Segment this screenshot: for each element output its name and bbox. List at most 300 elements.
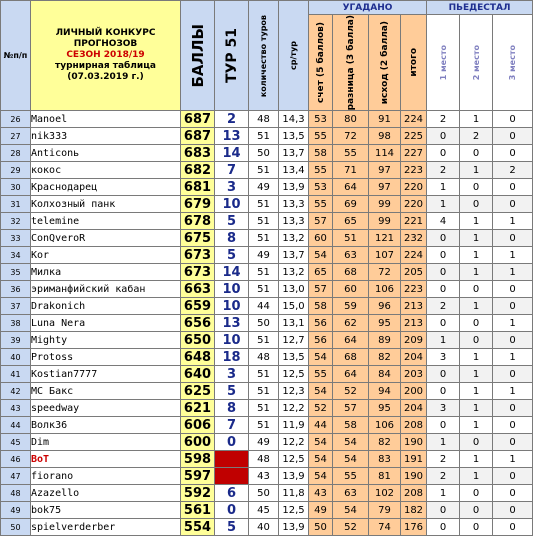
score-cell: 598 — [181, 451, 215, 468]
total-cell: 213 — [401, 298, 427, 315]
place-1-cell: 0 — [427, 264, 460, 281]
tours-count-cell: 51 — [249, 264, 279, 281]
row-num: 35 — [1, 264, 31, 281]
table-row[interactable] — [1, 315, 533, 332]
table-row[interactable] — [1, 196, 533, 213]
tour-cell: 0 — [215, 502, 249, 519]
row-num: 37 — [1, 298, 31, 315]
player-name: Kostian7777 — [31, 366, 181, 383]
total-cell: 232 — [401, 230, 427, 247]
score-cell: 679 — [181, 196, 215, 213]
tour-cell — [215, 451, 249, 468]
total-cell: 205 — [401, 264, 427, 281]
exact-cell: 43 — [309, 485, 333, 502]
outcome-cell: 91 — [369, 111, 401, 128]
title-date: (07.03.2019 г.) — [67, 72, 144, 83]
header-exact[interactable]: счет (5 баллов) — [309, 15, 333, 111]
row-num: 28 — [1, 145, 31, 162]
place-3-cell: 0 — [493, 332, 533, 349]
title-line-2: ПРОГНОЗОВ — [73, 39, 138, 50]
table-row[interactable] — [1, 145, 533, 162]
diff-cell: 64 — [333, 179, 369, 196]
place-1-cell: 0 — [427, 417, 460, 434]
tour-cell: 7 — [215, 162, 249, 179]
score-cell: 673 — [181, 264, 215, 281]
place-3-cell: 0 — [493, 366, 533, 383]
exact-cell: 54 — [309, 349, 333, 366]
tours-count-cell: 51 — [249, 400, 279, 417]
avg-cell: 13,2 — [279, 264, 309, 281]
diff-cell: 80 — [333, 111, 369, 128]
exact-cell: 55 — [309, 162, 333, 179]
header-place-1[interactable]: 1 место — [427, 15, 460, 111]
player-name: Protoss — [31, 349, 181, 366]
tour-cell: 10 — [215, 281, 249, 298]
header-tour[interactable]: ТУР 51 — [215, 1, 249, 111]
total-cell: 208 — [401, 485, 427, 502]
table-row[interactable] — [1, 349, 533, 366]
place-3-cell: 1 — [493, 247, 533, 264]
place-2-cell: 0 — [460, 281, 493, 298]
exact-cell: 44 — [309, 417, 333, 434]
page-title — [31, 1, 181, 111]
table-row[interactable] — [1, 366, 533, 383]
tours-count-cell: 51 — [249, 128, 279, 145]
header-outcome[interactable]: исход (2 балла) — [369, 15, 401, 111]
table-row[interactable] — [1, 502, 533, 519]
total-cell: 182 — [401, 502, 427, 519]
tours-count-cell: 43 — [249, 468, 279, 485]
place-2-cell: 1 — [460, 264, 493, 281]
table-row[interactable] — [1, 179, 533, 196]
player-name: эриманфийский кабан — [31, 281, 181, 298]
outcome-cell: 97 — [369, 179, 401, 196]
diff-cell: 52 — [333, 519, 369, 536]
table-row[interactable] — [1, 281, 533, 298]
exact-cell: 49 — [309, 502, 333, 519]
tour-cell: 5 — [215, 213, 249, 230]
diff-cell: 69 — [333, 196, 369, 213]
table-row[interactable] — [1, 451, 533, 468]
tour-cell: 3 — [215, 179, 249, 196]
row-num: 40 — [1, 349, 31, 366]
tours-count-cell: 40 — [249, 519, 279, 536]
place-2-cell: 0 — [460, 332, 493, 349]
place-2-cell: 1 — [460, 383, 493, 400]
place-1-cell: 0 — [427, 383, 460, 400]
avg-cell: 13,2 — [279, 230, 309, 247]
score-cell: 687 — [181, 111, 215, 128]
exact-cell: 54 — [309, 247, 333, 264]
player-name: fiorano — [31, 468, 181, 485]
place-1-cell: 0 — [427, 230, 460, 247]
table-row[interactable] — [1, 400, 533, 417]
place-1-cell: 2 — [427, 162, 460, 179]
tour-cell: 13 — [215, 315, 249, 332]
player-name: Dim — [31, 434, 181, 451]
tours-count-cell: 49 — [249, 179, 279, 196]
tours-count-cell: 45 — [249, 502, 279, 519]
exact-cell: 55 — [309, 196, 333, 213]
tour-cell: 5 — [215, 383, 249, 400]
table-row[interactable] — [1, 417, 533, 434]
exact-cell: 57 — [309, 213, 333, 230]
total-cell: 225 — [401, 128, 427, 145]
header-place-3[interactable]: 3 место — [493, 15, 533, 111]
tours-count-cell: 49 — [249, 434, 279, 451]
score-cell: 621 — [181, 400, 215, 417]
table-row[interactable] — [1, 230, 533, 247]
exact-cell: 56 — [309, 315, 333, 332]
header-guessed-group: УГАДАНО — [309, 1, 427, 15]
outcome-cell: 83 — [369, 451, 401, 468]
place-1-cell: 0 — [427, 247, 460, 264]
place-2-cell: 1 — [460, 451, 493, 468]
total-cell: 213 — [401, 315, 427, 332]
header-tours-count[interactable]: количество туров — [249, 1, 279, 111]
score-cell: 650 — [181, 332, 215, 349]
place-2-cell: 0 — [460, 519, 493, 536]
table-row[interactable] — [1, 213, 533, 230]
player-name: telemine — [31, 213, 181, 230]
place-3-cell: 0 — [493, 417, 533, 434]
title-line-1: ЛИЧНЫЙ КОНКУРС — [55, 28, 156, 39]
tour-cell: 10 — [215, 332, 249, 349]
table-row[interactable] — [1, 298, 533, 315]
header-diff[interactable]: разница (3 балла) — [333, 15, 369, 111]
diff-cell: 57 — [333, 400, 369, 417]
diff-cell: 54 — [333, 451, 369, 468]
tours-count-cell: 51 — [249, 366, 279, 383]
total-cell: 191 — [401, 451, 427, 468]
total-cell: 176 — [401, 519, 427, 536]
diff-cell: 65 — [333, 213, 369, 230]
tours-count-cell: 48 — [249, 451, 279, 468]
total-cell: 204 — [401, 349, 427, 366]
table-row[interactable] — [1, 468, 533, 485]
total-cell: 224 — [401, 247, 427, 264]
score-cell: 659 — [181, 298, 215, 315]
outcome-cell: 106 — [369, 417, 401, 434]
exact-cell: 56 — [309, 332, 333, 349]
table-row[interactable] — [1, 128, 533, 145]
header-avg[interactable]: ср/тур — [279, 1, 309, 111]
exact-cell: 50 — [309, 519, 333, 536]
tour-cell: 3 — [215, 366, 249, 383]
exact-cell: 54 — [309, 383, 333, 400]
score-cell: 597 — [181, 468, 215, 485]
place-1-cell: 0 — [427, 502, 460, 519]
place-2-cell: 1 — [460, 417, 493, 434]
outcome-cell: 97 — [369, 162, 401, 179]
tour-cell: 14 — [215, 145, 249, 162]
player-name: Mighty — [31, 332, 181, 349]
tour-cell: 10 — [215, 298, 249, 315]
place-1-cell: 0 — [427, 366, 460, 383]
tours-count-cell: 51 — [249, 213, 279, 230]
total-cell: 223 — [401, 281, 427, 298]
place-2-cell: 1 — [460, 298, 493, 315]
score-cell: 681 — [181, 179, 215, 196]
place-2-cell: 0 — [460, 315, 493, 332]
total-cell: 227 — [401, 145, 427, 162]
outcome-cell: 114 — [369, 145, 401, 162]
avg-cell: 13,3 — [279, 213, 309, 230]
row-num: 34 — [1, 247, 31, 264]
place-3-cell: 1 — [493, 383, 533, 400]
row-num: 33 — [1, 230, 31, 247]
place-3-cell: 0 — [493, 145, 533, 162]
standings-body — [1, 111, 533, 536]
avg-cell: 15,0 — [279, 298, 309, 315]
place-3-cell: 0 — [493, 502, 533, 519]
outcome-cell: 95 — [369, 315, 401, 332]
avg-cell: 12,7 — [279, 332, 309, 349]
place-2-cell: 1 — [460, 111, 493, 128]
diff-cell: 60 — [333, 281, 369, 298]
place-1-cell: 0 — [427, 145, 460, 162]
outcome-cell: 84 — [369, 366, 401, 383]
score-cell: 606 — [181, 417, 215, 434]
player-name: bok75 — [31, 502, 181, 519]
player-name: Краснодарец — [31, 179, 181, 196]
player-name: Волк36 — [31, 417, 181, 434]
total-cell: 221 — [401, 213, 427, 230]
outcome-cell: 98 — [369, 128, 401, 145]
player-name: Manoel — [31, 111, 181, 128]
player-name: nik333 — [31, 128, 181, 145]
avg-cell: 12,2 — [279, 434, 309, 451]
avg-cell: 12,2 — [279, 400, 309, 417]
score-cell: 656 — [181, 315, 215, 332]
outcome-cell: 94 — [369, 383, 401, 400]
total-cell: 220 — [401, 196, 427, 213]
place-2-cell: 1 — [460, 213, 493, 230]
place-2-cell: 0 — [460, 502, 493, 519]
player-name: spielverderber — [31, 519, 181, 536]
score-cell: 663 — [181, 281, 215, 298]
avg-cell: 11,9 — [279, 417, 309, 434]
tours-count-cell: 51 — [249, 162, 279, 179]
table-row[interactable] — [1, 162, 533, 179]
tour-cell: 8 — [215, 400, 249, 417]
avg-cell: 12,3 — [279, 383, 309, 400]
total-cell: 204 — [401, 400, 427, 417]
place-3-cell: 0 — [493, 434, 533, 451]
place-1-cell: 0 — [427, 281, 460, 298]
place-2-cell: 1 — [460, 349, 493, 366]
tours-count-cell: 51 — [249, 332, 279, 349]
place-1-cell: 1 — [427, 196, 460, 213]
tours-count-cell: 51 — [249, 383, 279, 400]
table-row[interactable] — [1, 247, 533, 264]
tours-count-cell: 49 — [249, 247, 279, 264]
exact-cell: 54 — [309, 434, 333, 451]
outcome-cell: 99 — [369, 196, 401, 213]
player-name: ConQveroR — [31, 230, 181, 247]
place-3-cell: 0 — [493, 298, 533, 315]
player-name: МС Бакс — [31, 383, 181, 400]
table-row[interactable] — [1, 264, 533, 281]
player-name: Drakonich — [31, 298, 181, 315]
total-cell: 190 — [401, 468, 427, 485]
place-3-cell: 1 — [493, 451, 533, 468]
exact-cell: 53 — [309, 179, 333, 196]
place-3-cell: 0 — [493, 281, 533, 298]
tour-cell: 8 — [215, 230, 249, 247]
total-cell: 209 — [401, 332, 427, 349]
title-season: СЕЗОН 2018/19 — [66, 50, 145, 61]
exact-cell: 58 — [309, 145, 333, 162]
place-1-cell: 1 — [427, 332, 460, 349]
table-row[interactable] — [1, 485, 533, 502]
tour-cell: 5 — [215, 247, 249, 264]
score-cell: 640 — [181, 366, 215, 383]
place-3-cell: 1 — [493, 315, 533, 332]
tours-count-cell: 50 — [249, 145, 279, 162]
row-num: 49 — [1, 502, 31, 519]
score-cell: 625 — [181, 383, 215, 400]
table-row[interactable] — [1, 332, 533, 349]
outcome-cell: 81 — [369, 468, 401, 485]
diff-cell: 64 — [333, 332, 369, 349]
tours-count-cell: 51 — [249, 230, 279, 247]
tour-cell: 7 — [215, 417, 249, 434]
exact-cell: 52 — [309, 400, 333, 417]
outcome-cell: 72 — [369, 264, 401, 281]
diff-cell: 68 — [333, 264, 369, 281]
tour-cell: 2 — [215, 111, 249, 128]
tours-count-cell: 44 — [249, 298, 279, 315]
row-num: 50 — [1, 519, 31, 536]
total-cell: 223 — [401, 162, 427, 179]
tours-count-cell: 48 — [249, 349, 279, 366]
tour-cell: 13 — [215, 128, 249, 145]
player-name: Милка — [31, 264, 181, 281]
exact-cell: 57 — [309, 281, 333, 298]
score-cell: 675 — [181, 230, 215, 247]
outcome-cell: 79 — [369, 502, 401, 519]
place-3-cell: 0 — [493, 179, 533, 196]
total-cell: 203 — [401, 366, 427, 383]
player-name: Anticonь — [31, 145, 181, 162]
place-3-cell: 0 — [493, 468, 533, 485]
tours-count-cell: 51 — [249, 196, 279, 213]
row-num: 39 — [1, 332, 31, 349]
player-name: BoT — [31, 451, 181, 468]
place-3-cell: 0 — [493, 519, 533, 536]
avg-cell: 13,9 — [279, 179, 309, 196]
total-cell: 224 — [401, 111, 427, 128]
place-3-cell: 0 — [493, 196, 533, 213]
place-2-cell: 1 — [460, 162, 493, 179]
diff-cell: 54 — [333, 502, 369, 519]
table-row[interactable] — [1, 434, 533, 451]
outcome-cell: 107 — [369, 247, 401, 264]
row-num: 32 — [1, 213, 31, 230]
table-row[interactable] — [1, 519, 533, 536]
table-row[interactable] — [1, 383, 533, 400]
outcome-cell: 121 — [369, 230, 401, 247]
outcome-cell: 95 — [369, 400, 401, 417]
diff-cell: 71 — [333, 162, 369, 179]
outcome-cell: 106 — [369, 281, 401, 298]
place-2-cell: 2 — [460, 128, 493, 145]
place-3-cell: 0 — [493, 128, 533, 145]
exact-cell: 54 — [309, 468, 333, 485]
score-cell: 673 — [181, 247, 215, 264]
avg-cell: 13,7 — [279, 145, 309, 162]
score-cell: 561 — [181, 502, 215, 519]
diff-cell: 72 — [333, 128, 369, 145]
place-1-cell: 2 — [427, 468, 460, 485]
place-3-cell: 1 — [493, 264, 533, 281]
outcome-cell: 99 — [369, 213, 401, 230]
total-cell: 190 — [401, 434, 427, 451]
row-num: 41 — [1, 366, 31, 383]
score-cell: 687 — [181, 128, 215, 145]
place-3-cell: 0 — [493, 230, 533, 247]
exact-cell: 53 — [309, 111, 333, 128]
tour-cell: 10 — [215, 196, 249, 213]
diff-cell: 68 — [333, 349, 369, 366]
player-name: speedway — [31, 400, 181, 417]
avg-cell: 13,4 — [279, 162, 309, 179]
outcome-cell: 74 — [369, 519, 401, 536]
avg-cell: 13,5 — [279, 128, 309, 145]
diff-cell: 51 — [333, 230, 369, 247]
score-cell: 600 — [181, 434, 215, 451]
total-cell: 208 — [401, 417, 427, 434]
place-1-cell: 0 — [427, 128, 460, 145]
header-place-2[interactable]: 2 место — [460, 15, 493, 111]
diff-cell: 55 — [333, 145, 369, 162]
row-num: 31 — [1, 196, 31, 213]
player-name: Luna Nera — [31, 315, 181, 332]
exact-cell: 55 — [309, 366, 333, 383]
place-1-cell: 1 — [427, 434, 460, 451]
row-num: 42 — [1, 383, 31, 400]
avg-cell: 13,5 — [279, 349, 309, 366]
place-3-cell: 1 — [493, 349, 533, 366]
place-1-cell: 4 — [427, 213, 460, 230]
title-line-4: турнирная таблица — [55, 61, 156, 72]
tours-count-cell: 50 — [249, 485, 279, 502]
place-1-cell: 3 — [427, 400, 460, 417]
place-3-cell: 0 — [493, 400, 533, 417]
table-row[interactable] — [1, 111, 533, 128]
tours-count-cell: 50 — [249, 315, 279, 332]
tour-cell: 6 — [215, 485, 249, 502]
diff-cell: 64 — [333, 366, 369, 383]
row-num: 44 — [1, 417, 31, 434]
row-num: 43 — [1, 400, 31, 417]
row-num: 48 — [1, 485, 31, 502]
place-1-cell: 0 — [427, 519, 460, 536]
score-cell: 678 — [181, 213, 215, 230]
diff-cell: 63 — [333, 485, 369, 502]
avg-cell: 12,5 — [279, 366, 309, 383]
score-cell: 554 — [181, 519, 215, 536]
avg-cell: 13,3 — [279, 196, 309, 213]
diff-cell: 58 — [333, 417, 369, 434]
place-2-cell: 1 — [460, 247, 493, 264]
avg-cell: 12,5 — [279, 451, 309, 468]
outcome-cell: 96 — [369, 298, 401, 315]
header-total[interactable]: итого — [401, 15, 427, 111]
avg-cell: 13,9 — [279, 519, 309, 536]
header-score[interactable]: БАЛЛЫ — [181, 1, 215, 111]
